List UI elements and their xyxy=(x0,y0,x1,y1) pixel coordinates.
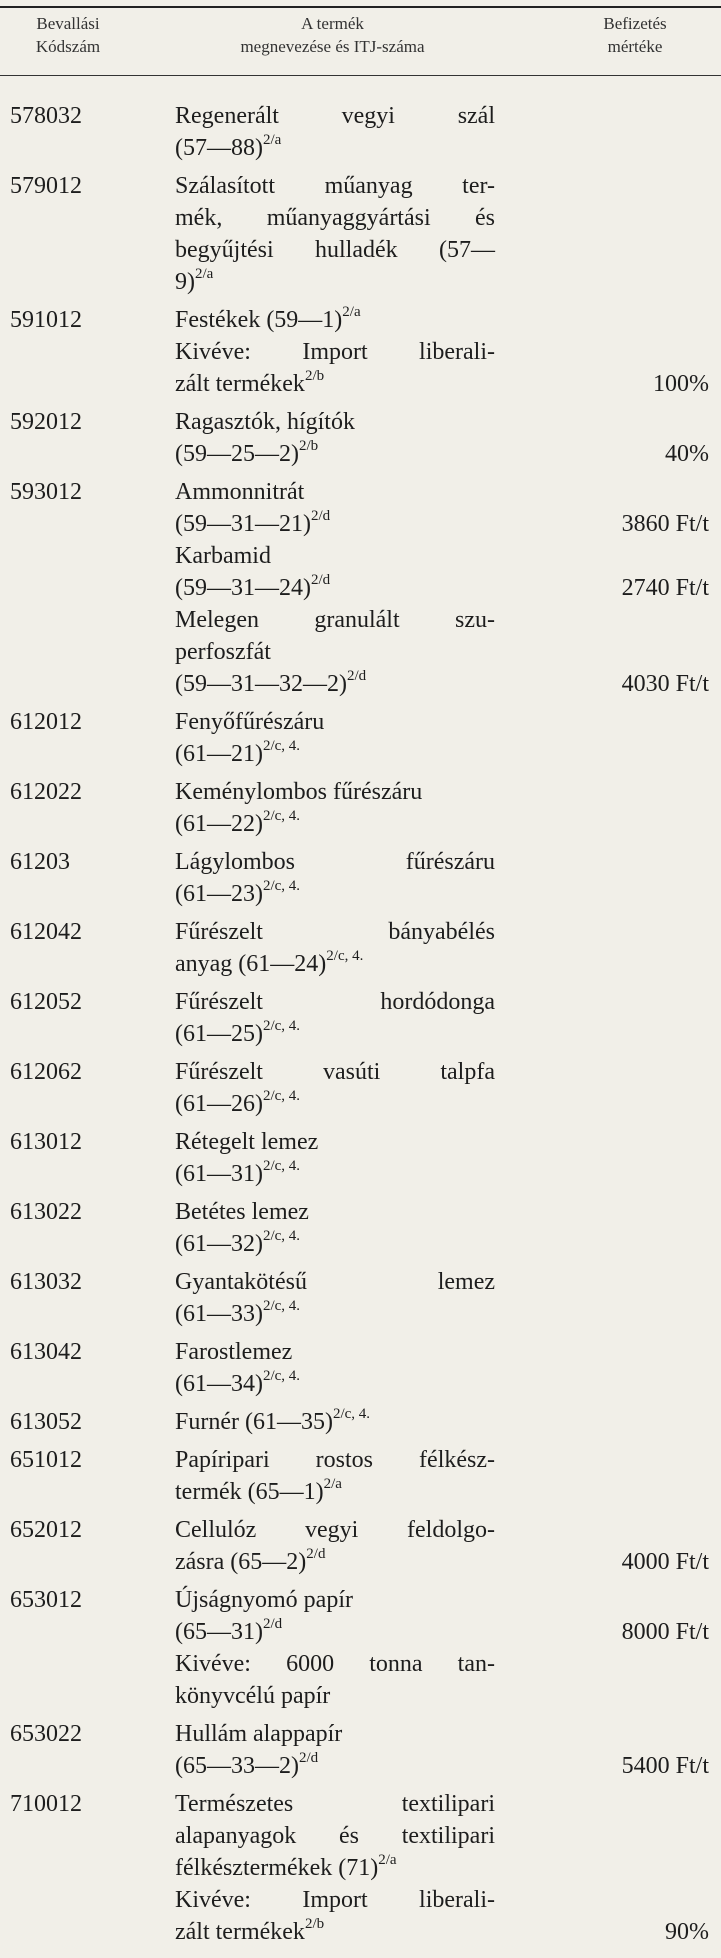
row-code: 612012 xyxy=(10,709,82,735)
product-text: Papíripari rostos félkész- xyxy=(175,1447,495,1473)
product-line xyxy=(175,1298,495,1330)
product-line xyxy=(175,1088,495,1120)
row-code: 593012 xyxy=(10,479,82,505)
product-line xyxy=(175,1444,495,1476)
product-line xyxy=(175,572,495,604)
product-line xyxy=(175,1336,495,1368)
product-text: (61—26) xyxy=(175,1091,263,1117)
product-text: Kivéve: Import liberali- xyxy=(175,1887,495,1913)
product-line xyxy=(175,132,495,164)
footnote-ref: 2/d xyxy=(262,1616,283,1632)
row-product xyxy=(175,476,495,700)
table-row xyxy=(0,1788,721,1948)
product-text: perfoszfát xyxy=(175,639,271,665)
product-line xyxy=(175,1852,495,1884)
row-code: 613052 xyxy=(10,1409,82,1435)
product-text: Ragasztók, hígítók xyxy=(175,409,355,435)
row-product xyxy=(175,1788,495,1948)
row-amount: 100% xyxy=(653,371,709,397)
row-code: 612022 xyxy=(10,779,82,805)
product-line xyxy=(175,1126,495,1158)
product-line xyxy=(175,1820,495,1852)
product-text: Karbamid xyxy=(175,543,271,569)
product-text: Fűrészelt bányabélés xyxy=(175,919,495,945)
table-row xyxy=(0,1406,721,1438)
product-text: begyűjtési hulladék (57— xyxy=(175,237,495,263)
product-line xyxy=(175,1616,495,1648)
product-line xyxy=(175,916,495,948)
product-text: Gyantakötésű lemez xyxy=(175,1269,495,1295)
product-text: (59—25—2) xyxy=(175,441,299,467)
row-code: 579012 xyxy=(10,173,82,199)
row-product xyxy=(175,406,495,470)
product-line xyxy=(175,100,495,132)
row-code: 613012 xyxy=(10,1129,82,1155)
product-text: Regenerált vegyi szál xyxy=(175,103,495,129)
product-line xyxy=(175,846,495,878)
row-product xyxy=(175,1444,495,1508)
row-code: 61203 xyxy=(10,849,70,875)
row-code: 613022 xyxy=(10,1199,82,1225)
footnote-ref: 2/c, 4. xyxy=(262,808,301,824)
row-product xyxy=(175,170,495,298)
footnote-ref: 2/a xyxy=(195,266,214,282)
product-text: Melegen granulált szu- xyxy=(175,607,495,633)
header-code-line-1: Bevallási xyxy=(36,14,100,33)
product-line xyxy=(175,1368,495,1400)
product-line xyxy=(175,234,495,266)
product-line xyxy=(175,1476,495,1508)
product-text: (65—33—2) xyxy=(175,1753,299,1779)
row-product xyxy=(175,986,495,1050)
top-rule xyxy=(0,6,721,8)
product-line xyxy=(175,776,495,808)
product-line xyxy=(175,738,495,770)
row-code: 653012 xyxy=(10,1587,82,1613)
product-line xyxy=(175,1884,495,1916)
row-product xyxy=(175,304,495,400)
row-product xyxy=(175,1126,495,1190)
product-line xyxy=(175,1266,495,1298)
footnote-ref: 2/a xyxy=(342,304,361,320)
footnote-ref: 2/c, 4. xyxy=(326,948,364,964)
product-line xyxy=(175,604,495,636)
table-row xyxy=(0,776,721,840)
table-row xyxy=(0,1718,721,1782)
table-row xyxy=(0,1196,721,1260)
product-text: zált termékek xyxy=(175,1919,305,1945)
row-code: 592012 xyxy=(10,409,82,435)
row-code: 613042 xyxy=(10,1339,82,1365)
table-row xyxy=(0,846,721,910)
product-text: Lágylombos fűrészáru xyxy=(175,849,495,875)
product-line xyxy=(175,1546,495,1578)
product-line xyxy=(175,406,495,438)
header-product-column xyxy=(165,12,500,58)
row-code: 652012 xyxy=(10,1517,82,1543)
row-code: 651012 xyxy=(10,1447,82,1473)
product-text: Festékek (59—1) xyxy=(175,307,343,333)
product-text: könyvcélú papír xyxy=(175,1683,331,1709)
product-text: Rétegelt lemez xyxy=(175,1129,319,1155)
product-text: anyag (61—24) xyxy=(175,951,327,977)
table-row xyxy=(0,706,721,770)
product-line xyxy=(175,1228,495,1260)
footnote-ref: 2/d xyxy=(310,508,331,524)
product-line xyxy=(175,636,495,668)
product-line xyxy=(175,476,495,508)
table-row xyxy=(0,1336,721,1400)
product-text: (61—21) xyxy=(175,741,263,767)
product-line xyxy=(175,438,495,470)
product-text: Kivéve: 6000 tonna tan- xyxy=(175,1651,495,1677)
row-product xyxy=(175,1336,495,1400)
footnote-ref: 2/d xyxy=(310,572,331,588)
row-code: 613032 xyxy=(10,1269,82,1295)
product-text: (59—31—21) xyxy=(175,511,311,537)
footnote-ref: 2/a xyxy=(323,1476,342,1492)
product-text: (61—31) xyxy=(175,1161,263,1187)
product-text: Furnér (61—35) xyxy=(175,1409,333,1435)
row-code: 710012 xyxy=(10,1791,82,1817)
product-text: Hullám alappapír xyxy=(175,1721,343,1747)
header-amount-line-2: mértéke xyxy=(607,37,663,56)
product-text: alapanyagok és textilipari xyxy=(175,1823,495,1849)
product-text: Farostlemez xyxy=(175,1339,293,1365)
product-line xyxy=(175,1406,495,1438)
product-text: Fűrészelt hordódonga xyxy=(175,989,495,1015)
product-line xyxy=(175,336,495,368)
row-code: 612052 xyxy=(10,989,82,1015)
product-text: (61—34) xyxy=(175,1371,263,1397)
product-text: (65—31) xyxy=(175,1619,263,1645)
footnote-ref: 2/c, 4. xyxy=(262,878,301,894)
product-text: termék (65—1) xyxy=(175,1479,324,1505)
table-row xyxy=(0,1584,721,1712)
product-text: (61—25) xyxy=(175,1021,263,1047)
product-text: Kivéve: Import liberali- xyxy=(175,339,495,365)
footnote-ref: 2/c, 4. xyxy=(262,738,301,754)
product-line xyxy=(175,202,495,234)
row-product xyxy=(175,1514,495,1578)
table-row xyxy=(0,100,721,164)
table-row xyxy=(0,1444,721,1508)
product-text: Természetes textilipari xyxy=(175,1791,495,1817)
row-product xyxy=(175,706,495,770)
header-rule xyxy=(0,75,721,76)
product-line xyxy=(175,986,495,1018)
footnote-ref: 2/b xyxy=(304,368,325,384)
footnote-ref: 2/d xyxy=(306,1546,326,1562)
table-row xyxy=(0,304,721,400)
header-product-line-1: A termék xyxy=(301,14,364,33)
product-line xyxy=(175,878,495,910)
row-code: 653022 xyxy=(10,1721,82,1747)
product-line xyxy=(175,368,495,400)
table-row xyxy=(0,170,721,298)
product-line xyxy=(175,1196,495,1228)
row-code: 612062 xyxy=(10,1059,82,1085)
row-amount: 5400 Ft/t xyxy=(621,1753,709,1779)
product-line xyxy=(175,1584,495,1616)
product-line xyxy=(175,948,495,980)
product-line xyxy=(175,508,495,540)
product-text: Szálasított műanyag ter- xyxy=(175,173,495,199)
header-code-column xyxy=(4,12,132,58)
table-row xyxy=(0,916,721,980)
product-line xyxy=(175,1158,495,1190)
footnote-ref: 2/b xyxy=(304,1916,325,1932)
product-line xyxy=(175,1718,495,1750)
row-amount: 40% xyxy=(665,441,709,467)
row-product xyxy=(175,1196,495,1260)
footnote-ref: 2/c, 4. xyxy=(262,1018,301,1034)
footnote-ref: 2/d xyxy=(298,1750,319,1766)
table-row xyxy=(0,1126,721,1190)
product-text: Betétes lemez xyxy=(175,1199,309,1225)
product-line xyxy=(175,1514,495,1546)
product-text: (61—23) xyxy=(175,881,263,907)
row-product xyxy=(175,846,495,910)
row-product xyxy=(175,776,495,840)
product-line xyxy=(175,266,495,298)
product-text: (61—33) xyxy=(175,1301,263,1327)
table-row xyxy=(0,1266,721,1330)
footnote-ref: 2/c, 4. xyxy=(262,1368,301,1384)
product-text: Fűrészelt vasúti talpfa xyxy=(175,1059,495,1085)
footnote-ref: 2/c, 4. xyxy=(262,1088,301,1104)
table-row xyxy=(0,476,721,700)
row-product xyxy=(175,1718,495,1782)
product-text: Cellulóz vegyi feldolgo- xyxy=(175,1517,495,1543)
product-text: Ammonnitrát xyxy=(175,479,305,505)
footnote-ref: 2/d xyxy=(346,668,367,684)
row-amount: 3860 Ft/t xyxy=(621,511,709,537)
row-code: 591012 xyxy=(10,307,82,333)
table-row xyxy=(0,406,721,470)
row-product xyxy=(175,1266,495,1330)
row-code: 578032 xyxy=(10,103,82,129)
row-product xyxy=(175,1406,495,1438)
product-text: (61—22) xyxy=(175,811,263,837)
product-text: félkésztermékek (71) xyxy=(175,1855,379,1881)
product-text: Keménylombos fűrészáru xyxy=(175,779,423,805)
product-line xyxy=(175,1916,495,1948)
row-product xyxy=(175,100,495,164)
product-line xyxy=(175,808,495,840)
row-amount: 2740 Ft/t xyxy=(621,575,709,601)
footnote-ref: 2/b xyxy=(298,438,319,454)
product-line xyxy=(175,1680,495,1712)
product-line xyxy=(175,540,495,572)
footnote-ref: 2/c, 4. xyxy=(332,1406,371,1422)
header-amount-line-1: Befizetés xyxy=(603,14,667,33)
product-text: Fenyőfűrészáru xyxy=(175,709,325,735)
row-product xyxy=(175,916,495,980)
header-amount-column xyxy=(560,12,710,58)
product-text: mék, műanyaggyártási és xyxy=(175,205,495,231)
footnote-ref: 2/c, 4. xyxy=(262,1298,301,1314)
footnote-ref: 2/a xyxy=(262,132,282,148)
product-text: 9) xyxy=(175,269,195,295)
row-amount: 90% xyxy=(665,1919,709,1945)
row-amount: 4030 Ft/t xyxy=(621,671,709,697)
row-amount: 4000 Ft/t xyxy=(621,1549,709,1575)
product-line xyxy=(175,1750,495,1782)
table-row xyxy=(0,986,721,1050)
header-product-line-2: megnevezése és ITJ-száma xyxy=(240,37,425,56)
table-row xyxy=(0,1056,721,1120)
product-text: (59—31—24) xyxy=(175,575,311,601)
product-line xyxy=(175,1648,495,1680)
row-product xyxy=(175,1584,495,1712)
header-code-line-2: Kódszám xyxy=(35,37,101,56)
row-amount: 8000 Ft/t xyxy=(621,1619,709,1645)
row-code: 612042 xyxy=(10,919,82,945)
product-text: zált termékek xyxy=(175,371,305,397)
product-line xyxy=(175,304,495,336)
product-text: (57—88) xyxy=(175,135,263,161)
product-text: zásra (65—2) xyxy=(175,1549,307,1575)
footnote-ref: 2/a xyxy=(378,1852,397,1868)
product-text: (61—32) xyxy=(175,1231,263,1257)
product-line xyxy=(175,668,495,700)
product-line xyxy=(175,1018,495,1050)
row-product xyxy=(175,1056,495,1120)
product-line xyxy=(175,1056,495,1088)
product-line xyxy=(175,170,495,202)
product-line xyxy=(175,1788,495,1820)
product-text: (59—31—32—2) xyxy=(175,671,347,697)
table-row xyxy=(0,1514,721,1578)
product-text: Újságnyomó papír xyxy=(175,1587,353,1613)
product-line xyxy=(175,706,495,738)
footnote-ref: 2/c, 4. xyxy=(262,1158,301,1174)
footnote-ref: 2/c, 4. xyxy=(262,1228,301,1244)
